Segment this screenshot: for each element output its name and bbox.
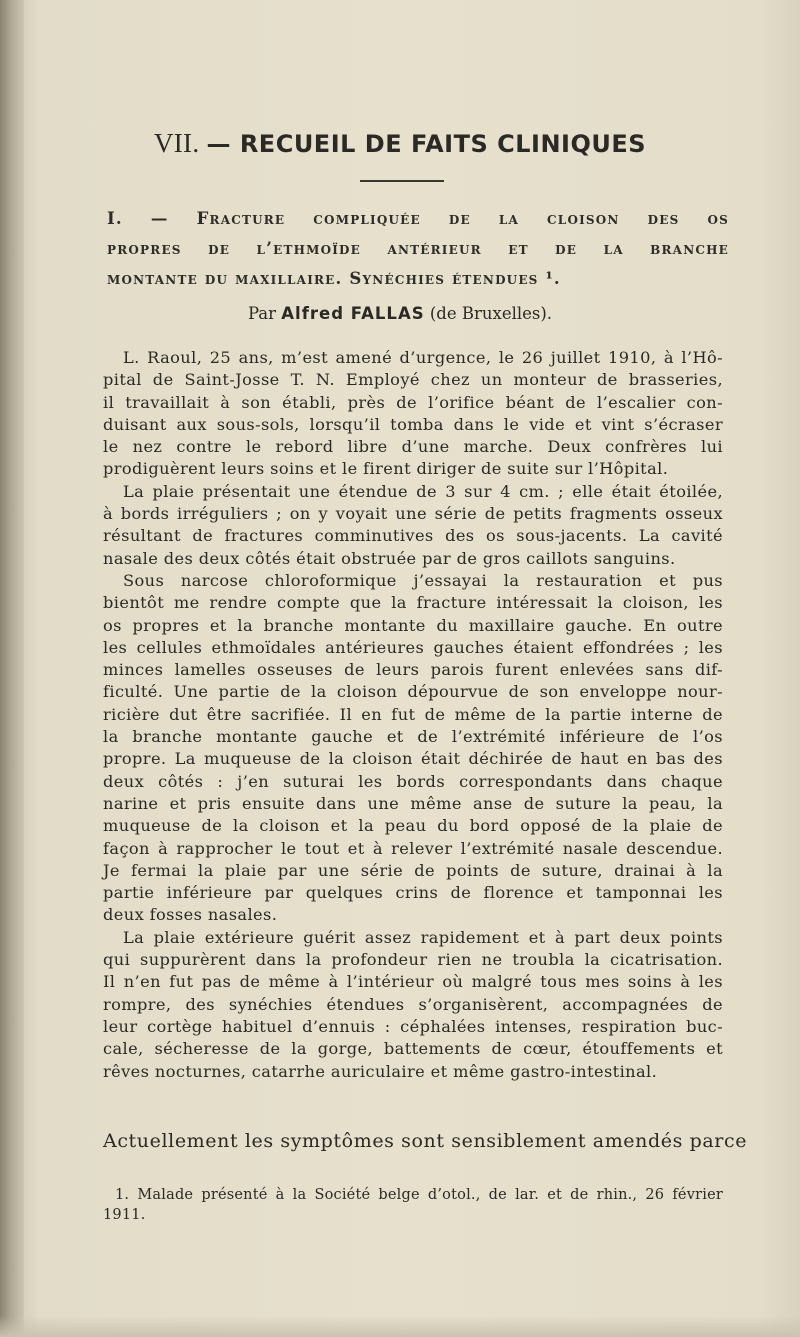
body-line: partie inférieure par quelques crins de florence et tamponnai les [103, 883, 723, 903]
body-line: minces lamelles osseuses de leurs parois furent enlevées sans dif- [103, 660, 723, 680]
author-affiliation: (de Bruxelles). [429, 304, 553, 323]
footnote-line: 1911. [103, 1207, 146, 1223]
body-line: pital de Saint-Josse T. N. Employé chez un monteur de brasseries, [103, 370, 723, 390]
body-line: bientôt me rendre compte que la fracture intéressait la cloison, les [103, 593, 723, 613]
byline [0, 304, 800, 323]
article-title-line: I. — Fracture compliquée de la cloison des os [107, 209, 729, 228]
body-line: duisant aux sous-sols, lorsqu’il tomba dans le vide et vint s’écraser [103, 414, 723, 434]
section-numeral: VII. [153, 128, 200, 158]
body-line: Il n’en fut pas de même à l’intérieur où malgré tous mes soins à les [103, 972, 723, 992]
body-line: la branche montante gauche et de l’extrémité inférieure de l’os [103, 727, 723, 747]
body-line: propre. La muqueuse de la cloison était déchirée de haut en bas des [103, 749, 723, 769]
article-title-line: montante du maxillaire. Synéchies étendues ¹. [107, 269, 561, 288]
article-body [103, 347, 723, 1083]
body-line: narine et pris ensuite dans une même anse de suture la peau, la [103, 793, 723, 813]
body-line: nasale des deux côtés était obstruée par de gros caillots sanguins. [103, 548, 676, 568]
body-line: le nez contre le rebord libre d’une marche. Deux confrères lui [103, 437, 723, 457]
body-line: ficulté. Une partie de la cloison dépourvue de son enveloppe nour- [103, 682, 723, 702]
body-line: prodiguèrent leurs soins et le firent diriger de suite sur l’Hôpital. [103, 459, 669, 479]
article-title-line: propres de l’ethmoïde antérieur et de la branche [107, 239, 729, 258]
body-line: rompre, des synéchies étendues s’organisèrent, accompagnées de [103, 994, 723, 1014]
section-title: — RECUEIL DE FAITS CLINIQUES [206, 130, 647, 158]
body-line: La plaie extérieure guérit assez rapidement et à part deux points [123, 927, 723, 947]
page-edge-shadow [0, 1315, 800, 1337]
body-line: résultant de fractures comminutives des os sous-jacents. La cavité [103, 526, 723, 546]
body-line: L. Raoul, 25 ans, m’est amené d’urgence, le 26 juillet 1910, à l’Hô- [123, 348, 723, 367]
body-line: deux côtés : j’en suturai les bords correspondants dans chaque [103, 771, 723, 791]
body-line: ricière dut être sacrifiée. Il en fut de même de la partie interne de [103, 704, 723, 724]
body-line: os propres et la branche montante du maxillaire gauche. En outre [103, 615, 723, 635]
body-line: façon à rapprocher le tout et à relever l’extrémité nasale descendue. [103, 838, 723, 858]
closing-line: Actuellement les symptômes sont sensiblement amendés parce [103, 1130, 748, 1152]
body-line: Je fermai la plaie par une série de points de suture, drainai à la [103, 860, 723, 880]
body-line: rêves nocturnes, catarrhe auriculaire et même gastro-intestinal. [103, 1061, 658, 1081]
body-line: il travaillait à son établi, près de l’orifice béant de l’escalier con- [103, 392, 723, 412]
heading-rule [360, 180, 444, 182]
body-line: les cellules ethmoïdales antérieures gauches étaient effondrées ; les [103, 637, 723, 657]
body-line: Sous narcose chloroformique j’essayai la restauration et pus [123, 570, 723, 590]
book-spine-shadow [0, 0, 24, 1337]
body-line: à bords irréguliers ; on y voyait une série de petits fragments osseux [103, 504, 723, 524]
section-heading [0, 128, 800, 159]
body-line: qui suppurèrent dans la profondeur rien ne troubla la cicatrisation. [103, 950, 723, 970]
body-line: leur cortège habituel d’ennuis : céphalées intenses, respiration buc- [103, 1016, 723, 1036]
body-line: deux fosses nasales. [103, 905, 278, 925]
body-line: La plaie présentait une étendue de 3 sur 4 cm. ; elle était étoilée, [123, 481, 723, 501]
footnote-line: 1. Malade présenté à la Société belge d’otol., de lar. et de rhin., 26 février [115, 1187, 723, 1203]
article-title [107, 204, 729, 294]
byline-prefix: Par [247, 304, 277, 323]
body-line: muqueuse de la cloison et la peau du bord opposé de la plaie de [103, 816, 723, 836]
footnote [103, 1185, 723, 1225]
body-line: cale, sécheresse de la gorge, battements de cœur, étouffements et [103, 1039, 723, 1059]
author-name: Alfred FALLAS [281, 304, 425, 323]
